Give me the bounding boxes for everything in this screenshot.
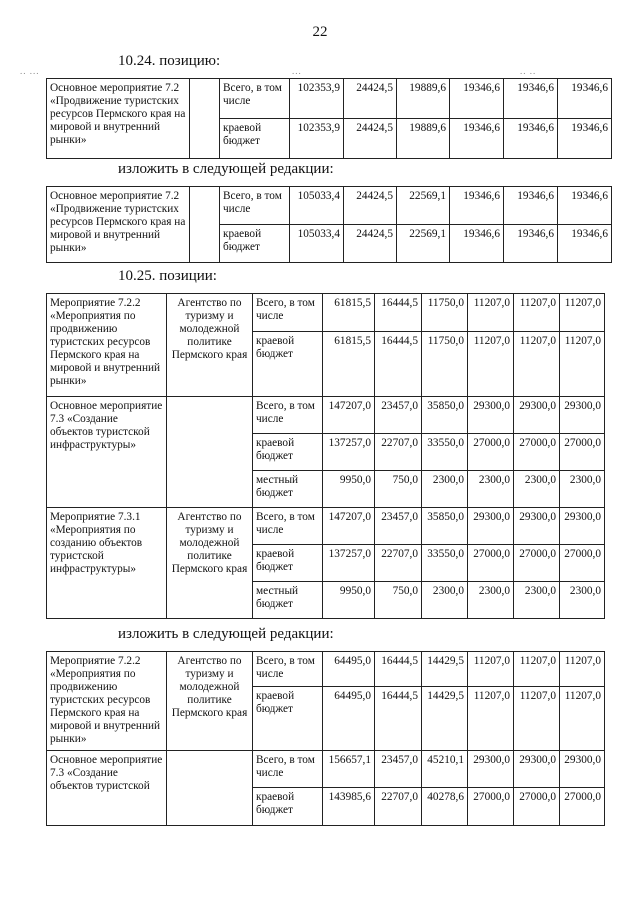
measure-name: Основное мероприятие 7.2 «Продвижение туристских ресурсов Пермского края на мировой и внутренний рынки» [47, 79, 190, 159]
row-label: Всего, в том числе [253, 294, 323, 332]
value-cell: 27000,0 [560, 788, 605, 826]
value-cell: 61815,5 [323, 332, 375, 397]
value-cell: 19346,6 [504, 119, 558, 159]
value-cell: 11207,0 [514, 294, 560, 332]
row-label: местный бюджет [253, 582, 323, 619]
agency-name: Агентство по туризму и молодежной политике Пермского края [167, 294, 253, 397]
value-cell: 19346,6 [558, 225, 612, 263]
value-cell: 11207,0 [560, 294, 605, 332]
value-cell: 2300,0 [422, 582, 468, 619]
value-cell: 2300,0 [560, 582, 605, 619]
value-cell: 14429,5 [422, 652, 468, 687]
value-cell: 156657,1 [323, 751, 375, 788]
value-cell: 19346,6 [558, 187, 612, 225]
value-cell: 29300,0 [560, 751, 605, 788]
value-cell: 22569,1 [397, 225, 450, 263]
value-cell: 11207,0 [468, 294, 514, 332]
section-heading-new-edition: изложить в следующей редакции: [118, 626, 334, 642]
value-cell: 11207,0 [560, 652, 605, 687]
value-cell: 64495,0 [323, 687, 375, 751]
value-cell: 27000,0 [514, 545, 560, 582]
value-cell: 40278,6 [422, 788, 468, 826]
value-cell: 33550,0 [422, 434, 468, 471]
value-cell: 22569,1 [397, 187, 450, 225]
value-cell: 11207,0 [468, 652, 514, 687]
row-label: Всего, в том числе [253, 508, 323, 545]
scan-noise: ... [292, 66, 302, 76]
row-label: Всего, в том числе [220, 187, 290, 225]
value-cell: 29300,0 [514, 751, 560, 788]
value-cell: 16444,5 [375, 652, 422, 687]
value-cell: 19346,6 [450, 119, 504, 159]
measure-name: Основное мероприятие 7.3 «Создание объектов туристской инфраструктуры» [47, 397, 167, 508]
value-cell: 9950,0 [323, 582, 375, 619]
row-label: Всего, в том числе [253, 397, 323, 434]
value-cell: 19346,6 [558, 79, 612, 119]
value-cell: 23457,0 [375, 397, 422, 434]
value-cell: 19346,6 [558, 119, 612, 159]
value-cell: 24424,5 [344, 119, 397, 159]
value-cell: 137257,0 [323, 434, 375, 471]
value-cell: 9950,0 [323, 471, 375, 508]
agency-name [167, 751, 253, 826]
value-cell: 33550,0 [422, 545, 468, 582]
value-cell: 11207,0 [514, 687, 560, 751]
value-cell: 19346,6 [450, 225, 504, 263]
table-10-25-new [46, 651, 605, 826]
value-cell: 16444,5 [375, 687, 422, 751]
row-label: краевой бюджет [253, 687, 323, 751]
value-cell: 27000,0 [468, 545, 514, 582]
agency-name: Агентство по туризму и молодежной политике Пермского края [167, 508, 253, 619]
measure-name: Мероприятие 7.2.2 «Мероприятия по продвижению туристских ресурсов Пермского края на мировой и внутренний рынки» [47, 294, 167, 397]
value-cell: 27000,0 [514, 788, 560, 826]
empty-cell [190, 79, 220, 159]
value-cell: 11207,0 [514, 332, 560, 397]
value-cell: 29300,0 [514, 397, 560, 434]
value-cell: 102353,9 [290, 119, 344, 159]
value-cell: 750,0 [375, 471, 422, 508]
measure-name: Мероприятие 7.3.1 «Мероприятия по созданию объектов туристской инфраструктуры» [47, 508, 167, 619]
value-cell: 2300,0 [468, 582, 514, 619]
scan-noise: .. .. [520, 66, 537, 76]
value-cell: 24424,5 [344, 225, 397, 263]
value-cell: 23457,0 [375, 508, 422, 545]
value-cell: 105033,4 [290, 225, 344, 263]
row-label: краевой бюджет [253, 434, 323, 471]
table-10-24-old [46, 78, 612, 159]
value-cell: 29300,0 [468, 397, 514, 434]
value-cell: 16444,5 [375, 294, 422, 332]
value-cell: 11207,0 [560, 687, 605, 751]
row-label: краевой бюджет [220, 225, 290, 263]
row-label: Всего, в том числе [253, 751, 323, 788]
row-label: краевой бюджет [253, 545, 323, 582]
value-cell: 24424,5 [344, 79, 397, 119]
value-cell: 22707,0 [375, 545, 422, 582]
value-cell: 2300,0 [514, 471, 560, 508]
row-label: краевой бюджет [253, 332, 323, 397]
value-cell: 29300,0 [560, 508, 605, 545]
value-cell: 35850,0 [422, 397, 468, 434]
value-cell: 19346,6 [450, 79, 504, 119]
agency-name [167, 397, 253, 508]
value-cell: 137257,0 [323, 545, 375, 582]
value-cell: 61815,5 [323, 294, 375, 332]
value-cell: 27000,0 [560, 434, 605, 471]
row-label: краевой бюджет [253, 788, 323, 826]
value-cell: 2300,0 [422, 471, 468, 508]
row-label: краевой бюджет [220, 119, 290, 159]
value-cell: 11207,0 [514, 652, 560, 687]
page-number: 22 [312, 24, 328, 40]
value-cell: 23457,0 [375, 751, 422, 788]
value-cell: 750,0 [375, 582, 422, 619]
value-cell: 11207,0 [560, 332, 605, 397]
value-cell: 19346,6 [450, 187, 504, 225]
row-label: Всего, в том числе [220, 79, 290, 119]
value-cell: 2300,0 [514, 582, 560, 619]
table-10-24-new [46, 186, 612, 263]
scan-noise: .. ... [20, 66, 40, 76]
value-cell: 45210,1 [422, 751, 468, 788]
value-cell: 22707,0 [375, 788, 422, 826]
row-label: Всего, в том числе [253, 652, 323, 687]
value-cell: 102353,9 [290, 79, 344, 119]
value-cell: 16444,5 [375, 332, 422, 397]
value-cell: 19889,6 [397, 79, 450, 119]
section-heading-10-25: 10.25. позиции: [118, 268, 217, 284]
value-cell: 27000,0 [468, 434, 514, 471]
value-cell: 105033,4 [290, 187, 344, 225]
measure-name: Основное мероприятие 7.3 «Создание объектов туристской [47, 751, 167, 826]
value-cell: 29300,0 [468, 751, 514, 788]
value-cell: 19889,6 [397, 119, 450, 159]
agency-name: Агентство по туризму и молодежной политике Пермского края [167, 652, 253, 751]
empty-cell [190, 187, 220, 263]
value-cell: 143985,6 [323, 788, 375, 826]
value-cell: 19346,6 [504, 79, 558, 119]
row-label: местный бюджет [253, 471, 323, 508]
value-cell: 147207,0 [323, 508, 375, 545]
section-heading-10-24: 10.24. позицию: [118, 53, 221, 69]
value-cell: 19346,6 [504, 187, 558, 225]
table-10-25-old [46, 293, 605, 619]
value-cell: 11207,0 [468, 687, 514, 751]
value-cell: 11750,0 [422, 332, 468, 397]
value-cell: 27000,0 [514, 434, 560, 471]
value-cell: 27000,0 [560, 545, 605, 582]
value-cell: 29300,0 [514, 508, 560, 545]
value-cell: 2300,0 [560, 471, 605, 508]
value-cell: 147207,0 [323, 397, 375, 434]
value-cell: 2300,0 [468, 471, 514, 508]
value-cell: 22707,0 [375, 434, 422, 471]
value-cell: 19346,6 [504, 225, 558, 263]
value-cell: 27000,0 [468, 788, 514, 826]
value-cell: 64495,0 [323, 652, 375, 687]
value-cell: 11750,0 [422, 294, 468, 332]
measure-name: Основное мероприятие 7.2 «Продвижение туристских ресурсов Пермского края на мировой и внутренний рынки» [47, 187, 190, 263]
value-cell: 14429,5 [422, 687, 468, 751]
section-heading-new-edition: изложить в следующей редакции: [118, 161, 334, 177]
value-cell: 29300,0 [560, 397, 605, 434]
value-cell: 24424,5 [344, 187, 397, 225]
value-cell: 29300,0 [468, 508, 514, 545]
value-cell: 35850,0 [422, 508, 468, 545]
value-cell: 11207,0 [468, 332, 514, 397]
measure-name: Мероприятие 7.2.2 «Мероприятия по продвижению туристских ресурсов Пермского края на мировой и внутренний рынки» [47, 652, 167, 751]
